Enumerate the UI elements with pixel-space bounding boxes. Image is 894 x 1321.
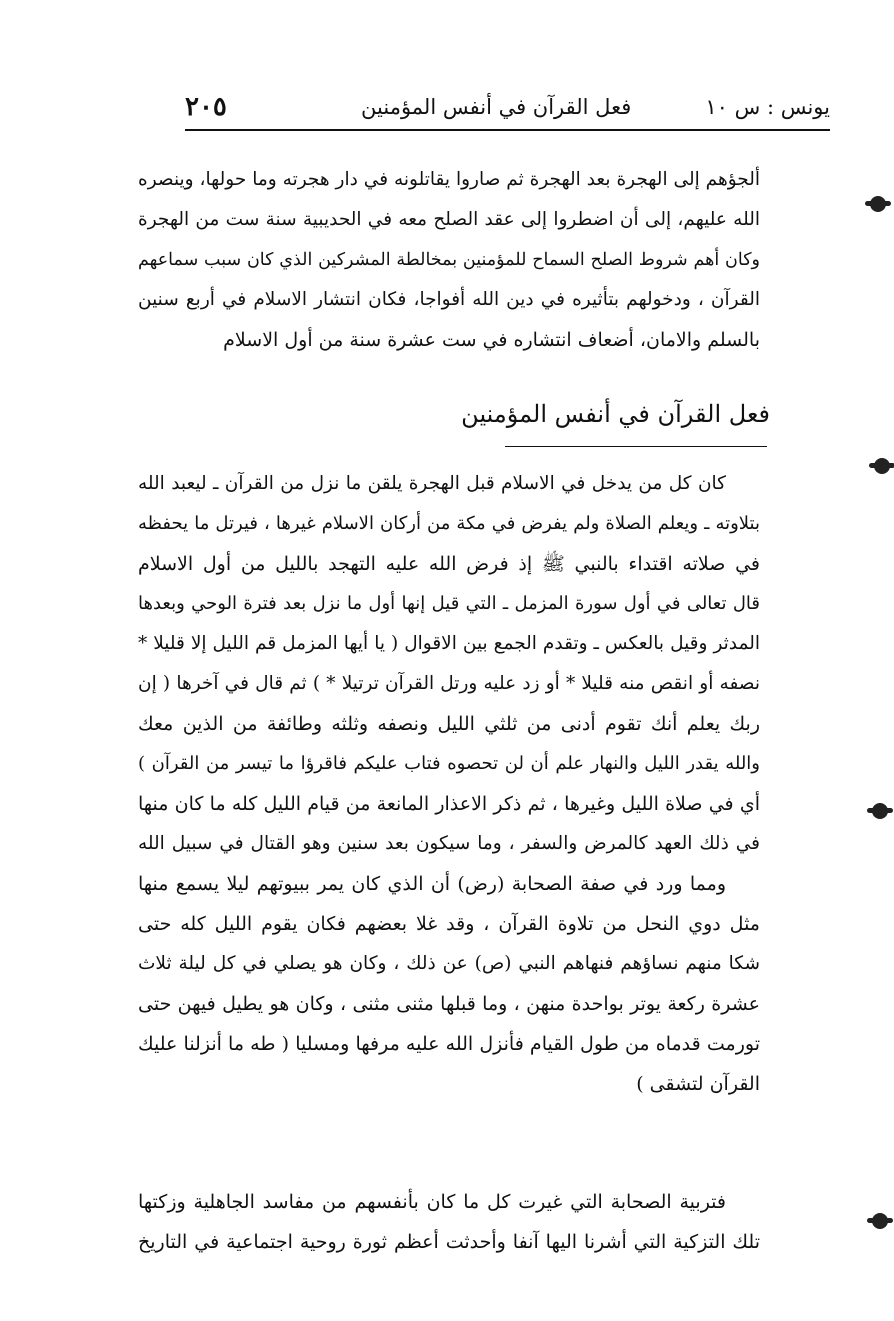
text-line: المدثر وقيل بالعكس ـ وتقدم الجمع بين الاقوال ( يا أيها المزمل قم الليل إلا قليلا * — [138, 633, 760, 654]
ink-blot-mark — [870, 196, 886, 212]
section-title: فعل القرآن في أنفس المؤمنين — [461, 400, 770, 428]
text-line: مثل دوي النحل من تلاوة القرآن ، وقد غلا بعضهم فكان يقوم الليل كله حتى — [138, 913, 760, 935]
paragraph-top — [138, 160, 760, 360]
text-line: تورمت قدماه من طول القيام فأنزل الله عليه مرفها ومسليا ( طه ما أنزلنا عليك — [138, 1033, 760, 1055]
text-line: بالسلم والامان، أضعاف انتشاره في ست عشرة سنة من أول الاسلام — [223, 329, 760, 351]
text-line: ومما ورد في صفة الصحابة (رض) أن الذي كان يمر ببيوتهم ليلا يسمع منها — [138, 873, 726, 895]
paragraph-bottom — [138, 1182, 760, 1262]
text-line: عشرة ركعة يوتر بواحدة منهن ، وما قبلها مثنى مثنى ، وكان هو يطيل فيهن حتى — [138, 993, 760, 1015]
text-line: والله يقدر الليل والنهار علم أن لن تحصوه فتاب عليكم فاقرؤا ما تيسر من القرآن ) — [138, 753, 760, 774]
ink-blot-mark — [872, 1213, 888, 1229]
running-title: فعل القرآن في أنفس المؤمنين — [361, 95, 632, 119]
page-number: ٢٠٥ — [185, 92, 227, 122]
text-line: ألجؤهم إلى الهجرة بعد الهجرة ثم صاروا يقاتلونه في دار هجرته وما حولها، وينصره — [138, 169, 760, 190]
ink-blot-mark — [874, 458, 890, 474]
paragraph-main — [138, 464, 760, 864]
text-line: الله عليهم، إلى أن اضطروا إلى عقد الصلح معه في الحديبية سنة ست من الهجرة — [138, 209, 760, 230]
text-line: القرآن لتشقى ) — [636, 1073, 760, 1095]
text-line: وكان أهم شروط الصلح السماح للمؤمنين بمخالطة المشركين الذي كان سبب سماعهم — [138, 250, 760, 270]
paragraph-companions — [138, 864, 760, 1104]
ink-blot-mark — [872, 803, 888, 819]
text-line: في صلاته اقتداء بالنبي ﷺ إذ فرض الله عليه التهجد بالليل من أول الاسلام — [138, 553, 760, 575]
title-underline — [505, 446, 767, 447]
surah-reference: يونس : س ١٠ — [705, 95, 830, 119]
text-line: القرآن ، ودخولهم بتأثيره في دين الله أفواجا، فكان انتشار الاسلام في أربع سنين — [138, 289, 760, 310]
text-line: شكا منهم نساؤهم فنهاهم النبي (ص) عن ذلك ، وكان هو يصلي في كل ليلة ثلاث — [138, 953, 760, 974]
text-line: كان كل من يدخل في الاسلام قبل الهجرة يلقن ما نزل من القرآن ـ ليعبد الله — [138, 473, 726, 494]
text-line: فتربية الصحابة التي غيرت كل ما كان بأنفسهم من مفاسد الجاهلية وزكتها — [138, 1191, 726, 1213]
text-line: في ذلك العهد كالمرض والسفر ، وما سيكون بعد سنين وهو القتال في سبيل الله — [138, 833, 760, 854]
page-header — [185, 88, 830, 126]
text-line: نصفه أو انقص منه قليلا * أو زد عليه ورتل القرآن ترتيلا * ) ثم قال في آخرها ( إن — [138, 673, 760, 694]
header-rule — [185, 129, 830, 131]
text-line: تلك التزكية التي أشرنا اليها آنفا وأحدثت أعظم ثورة روحية اجتماعية في التاريخ — [138, 1231, 760, 1253]
text-line: بتلاوته ـ ويعلم الصلاة ولم يفرض في مكة من أركان الاسلام غيرها ، فيرتل ما يحفظه — [138, 513, 760, 534]
text-line: قال تعالى في أول سورة المزمل ـ التي قيل إنها أول ما نزل بعد فترة الوحي وبعدها — [138, 593, 760, 614]
text-line: ربك يعلم أنك تقوم أدنى من ثلثي الليل ونصفه وثلثه وطائفة من الذين معك — [138, 713, 760, 735]
text-line: أي في صلاة الليل وغيرها ، ثم ذكر الاعذار المانعة من قيام الليل كله ما كان منها — [138, 793, 760, 815]
